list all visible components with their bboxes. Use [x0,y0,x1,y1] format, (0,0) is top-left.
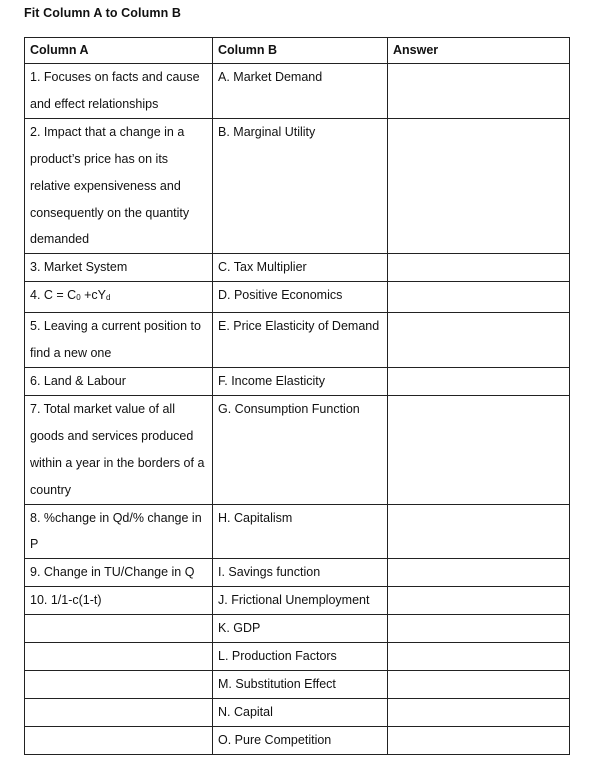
answer-cell[interactable] [388,282,570,313]
column-a-cell [25,643,213,671]
formula-subscript: d [106,293,111,303]
column-b-cell: D. Positive Economics [213,282,388,313]
column-a-cell: 2. Impact that a change in a product’s price has on its relative expensiveness and consequently on the quantity demanded [25,118,213,254]
column-a-cell: 1. Focuses on facts and cause and effect relationships [25,64,213,119]
column-a-cell [25,670,213,698]
column-b-cell: I. Savings function [213,559,388,587]
table-row [25,313,570,368]
column-a-header: Column A [25,38,213,64]
column-b-header: Column B [213,38,388,64]
matching-table [24,37,570,755]
column-b-cell: G. Consumption Function [213,395,388,504]
column-b-cell: L. Production Factors [213,643,388,671]
table-row [25,367,570,395]
column-b-cell: K. GDP [213,615,388,643]
column-a-cell [25,615,213,643]
column-b-cell: M. Substitution Effect [213,670,388,698]
column-a-cell [25,726,213,754]
column-a-cell: 5. Leaving a current position to find a new one [25,313,213,368]
column-a-cell: 7. Total market value of all goods and services produced within a year in the borders of a country [25,395,213,504]
table-row [25,643,570,671]
formula-text: +cY [80,288,107,303]
answer-cell[interactable] [388,670,570,698]
column-b-cell: F. Income Elasticity [213,367,388,395]
answer-cell[interactable] [388,313,570,368]
column-a-cell: 9. Change in TU/Change in Q [25,559,213,587]
answer-cell[interactable] [388,367,570,395]
table-header-row [25,38,570,64]
table-row [25,698,570,726]
answer-cell[interactable] [388,726,570,754]
column-b-cell: A. Market Demand [213,64,388,119]
table-row [25,118,570,254]
table-row [25,395,570,504]
table-row [25,670,570,698]
column-a-cell: 10. 1/1-c(1-t) [25,587,213,615]
table-row [25,504,570,559]
table-row [25,64,570,119]
column-b-cell: C. Tax Multiplier [213,254,388,282]
answer-cell[interactable] [388,118,570,254]
table-row [25,282,570,313]
column-a-cell: 3. Market System [25,254,213,282]
answer-cell[interactable] [388,587,570,615]
column-b-cell: N. Capital [213,698,388,726]
column-a-cell [25,282,213,313]
column-b-cell: E. Price Elasticity of Demand [213,313,388,368]
column-a-cell [25,698,213,726]
column-a-cell: 6. Land & Labour [25,367,213,395]
column-b-cell: O. Pure Competition [213,726,388,754]
column-b-cell: B. Marginal Utility [213,118,388,254]
column-a-cell: 8. %change in Qd/% change in P [25,504,213,559]
answer-cell[interactable] [388,615,570,643]
answer-cell[interactable] [388,395,570,504]
answer-header: Answer [388,38,570,64]
formula-text: 4. C = C [30,288,77,303]
column-b-cell: J. Frictional Unemployment [213,587,388,615]
answer-cell[interactable] [388,643,570,671]
page-title: Fit Column A to Column B [24,6,182,20]
table-row [25,254,570,282]
formula-subscript: 0 [76,293,81,303]
table-row [25,615,570,643]
column-b-cell: H. Capitalism [213,504,388,559]
answer-cell[interactable] [388,64,570,119]
answer-cell[interactable] [388,254,570,282]
answer-cell[interactable] [388,698,570,726]
answer-cell[interactable] [388,559,570,587]
table-row [25,587,570,615]
table-row [25,559,570,587]
answer-cell[interactable] [388,504,570,559]
table-row [25,726,570,754]
